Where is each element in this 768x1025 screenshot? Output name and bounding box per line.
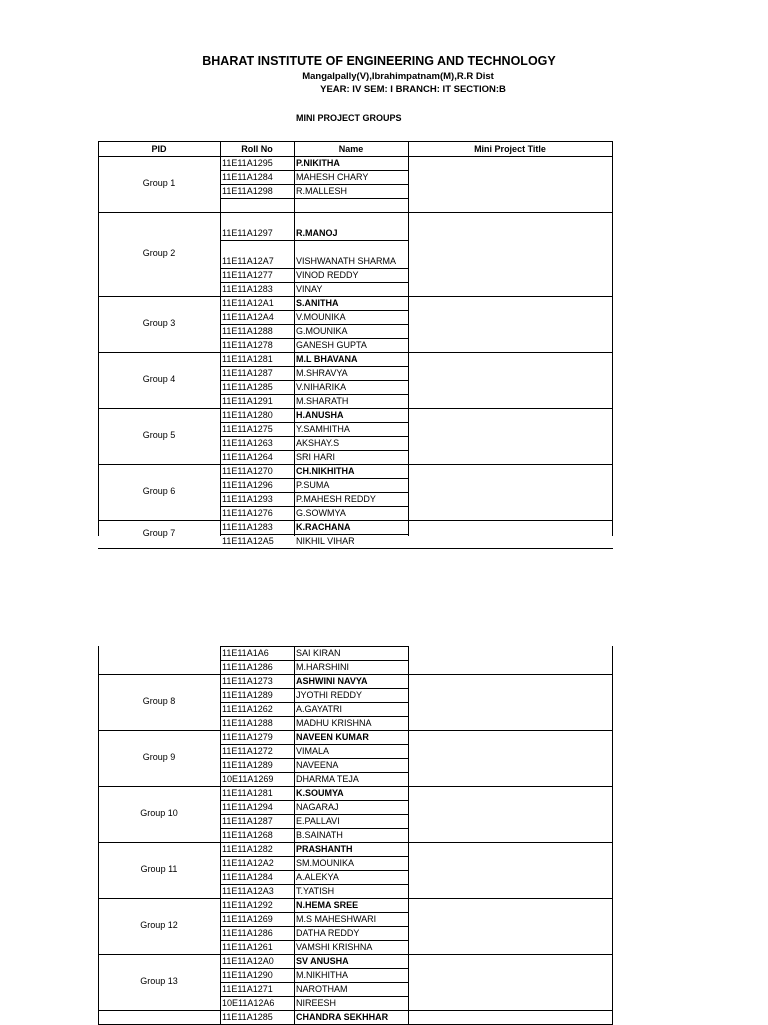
group-label: Group 12 (140, 920, 178, 930)
member-name-cell: GANESH GUPTA (296, 340, 367, 350)
roll-number-cell: 11E11A12A7 (222, 256, 274, 266)
row-rule (220, 240, 409, 241)
row-rule (220, 198, 409, 199)
group-rule (98, 842, 220, 843)
roll-number-cell: 11E11A1289 (222, 760, 273, 770)
group-rule (98, 730, 220, 731)
roll-number-cell: 11E11A1261 (222, 942, 273, 952)
group-label: Group 10 (140, 808, 178, 818)
roll-number-cell: 11E11A1291 (222, 396, 273, 406)
member-name-cell: G.MOUNIKA (296, 326, 348, 336)
column-rule (294, 141, 295, 536)
column-rule (408, 646, 409, 1024)
group-rule (408, 730, 613, 731)
member-name-cell: P.MAHESH REDDY (296, 494, 376, 504)
group-rule (408, 954, 613, 955)
member-name-cell: M.HARSHINI (296, 662, 350, 672)
roll-number-cell: 11E11A1289 (222, 690, 273, 700)
group-label: Group 3 (142, 318, 176, 328)
group-rule (98, 786, 220, 787)
roll-number-cell: 11E11A1286 (222, 662, 273, 672)
roll-number-cell: 11E11A1283 (222, 522, 273, 532)
institute-name: BHARAT INSTITUTE OF ENGINEERING AND TECHNOLOGY (202, 54, 556, 68)
group-rule (408, 464, 613, 465)
roll-number-cell: 11E11A1285 (222, 382, 273, 392)
roll-number-cell: 11E11A1A6 (222, 648, 269, 658)
group-label: Group 1 (142, 178, 176, 188)
group-lead-name-cell: M.L BHAVANA (296, 354, 358, 364)
roll-number-cell: 11E11A1288 (222, 326, 273, 336)
column-rule (294, 646, 295, 1024)
member-name-cell: G.SOWMYA (296, 508, 346, 518)
group-lead-name-cell: P.NIKITHA (296, 158, 340, 168)
row-rule (220, 548, 409, 549)
group-lead-name-cell: K.SOUMYA (296, 788, 344, 798)
roll-number-cell: 11E11A12A5 (222, 536, 274, 546)
roll-number-cell: 11E11A1276 (222, 508, 273, 518)
member-name-cell: MADHU KRISHNA (296, 718, 372, 728)
member-name-cell: DHARMA TEJA (296, 774, 359, 784)
group-rule (98, 212, 220, 213)
roll-number-cell: 11E11A1263 (222, 438, 273, 448)
roll-number-cell: 11E11A1290 (222, 970, 273, 980)
roll-number-cell: 11E11A1287 (222, 816, 273, 826)
roll-number-cell: 11E11A1269 (222, 914, 273, 924)
member-name-cell: NIREESH (296, 998, 337, 1008)
group-lead-name-cell: SV ANUSHA (296, 956, 349, 966)
group-rule (408, 898, 613, 899)
row-rule (220, 212, 409, 213)
group-rule (98, 408, 220, 409)
roll-number-cell: 11E11A1297 (222, 228, 273, 238)
group-rule (98, 548, 220, 549)
group-rule (98, 464, 220, 465)
name-column-header: Name (338, 144, 364, 154)
member-name-cell: VINAY (296, 284, 323, 294)
column-rule (98, 141, 99, 536)
group-lead-name-cell: CH.NIKHITHA (296, 466, 355, 476)
group-rule (408, 674, 613, 675)
roll-number-cell: 11E11A1271 (222, 984, 273, 994)
roll-number-cell: 11E11A1285 (222, 1012, 273, 1022)
group-rule (408, 1010, 613, 1011)
group-label: Group 8 (142, 696, 176, 706)
member-name-cell: MAHESH CHARY (296, 172, 369, 182)
roll-number-cell: 11E11A12A1 (222, 298, 274, 308)
roll-number-cell: 11E11A1298 (222, 186, 273, 196)
group-rule (408, 520, 613, 521)
member-name-cell: DATHA REDDY (296, 928, 360, 938)
roll-number-cell: 11E11A12A3 (222, 886, 274, 896)
group-rule (408, 212, 613, 213)
group-rule (408, 548, 613, 549)
column-rule (98, 646, 99, 1024)
group-lead-name-cell: NAVEEN KUMAR (296, 732, 369, 742)
group-rule (98, 352, 220, 353)
section-title: MINI PROJECT GROUPS (296, 113, 402, 123)
group-label: Group 2 (142, 248, 176, 258)
group-lead-name-cell: ASHWINI NAVYA (296, 676, 368, 686)
column-rule (408, 141, 409, 536)
roll-number-cell: 11E11A1273 (222, 676, 273, 686)
column-rule (220, 646, 221, 1024)
member-name-cell: Y.SAMHITHA (296, 424, 350, 434)
group-lead-name-cell: R.MANOJ (296, 228, 338, 238)
roll-number-cell: 11E11A1270 (222, 466, 273, 476)
member-name-cell: VISHWANATH SHARMA (296, 256, 397, 266)
member-name-cell: SRI HARI (296, 452, 336, 462)
column-rule (220, 141, 221, 536)
group-label: Group 6 (142, 486, 176, 496)
institute-address: Mangalpally(V),Ibrahimpatnam(M),R.R Dist (302, 71, 494, 82)
member-name-cell: AKSHAY.S (296, 438, 340, 448)
roll-number-cell: 11E11A1292 (222, 900, 273, 910)
roll-number-cell: 11E11A1278 (222, 340, 273, 350)
group-lead-name-cell: N.HEMA SREE (296, 900, 359, 910)
group-rule (408, 352, 613, 353)
group-rule (98, 520, 220, 521)
member-name-cell: NAGARAJ (296, 802, 339, 812)
roll-number-cell: 11E11A1294 (222, 802, 273, 812)
project-title-column-header: Mini Project Title (474, 144, 546, 154)
roll-number-cell: 11E11A1293 (222, 494, 273, 504)
member-name-cell: M.NIKHITHA (296, 970, 349, 980)
column-rule (612, 141, 613, 536)
group-rule (98, 296, 220, 297)
roll-number-cell: 11E11A1264 (222, 452, 273, 462)
roll-number-cell: 11E11A1288 (222, 718, 273, 728)
pid-column-header: PID (151, 144, 167, 154)
group-rule (408, 296, 613, 297)
roll-number-cell: 11E11A12A4 (222, 312, 274, 322)
member-name-cell: T.YATISH (296, 886, 335, 896)
member-name-cell: VAMSHI KRISHNA (296, 942, 373, 952)
roll-number-cell: 10E11A12A6 (222, 998, 275, 1008)
roll-number-cell: 11E11A1284 (222, 872, 273, 882)
member-name-cell: E.PALLAVI (296, 816, 340, 826)
member-name-cell: B.SAINATH (296, 830, 343, 840)
roll-number-cell: 11E11A1275 (222, 424, 273, 434)
roll-number-cell: 11E11A1295 (222, 158, 273, 168)
group-rule (408, 842, 613, 843)
member-name-cell: SM.MOUNIKA (296, 858, 355, 868)
roll-number-cell: 11E11A12A2 (222, 858, 274, 868)
roll-number-cell: 11E11A1272 (222, 746, 273, 756)
roll-number-cell: 11E11A1287 (222, 368, 273, 378)
member-name-cell: VINOD REDDY (296, 270, 359, 280)
member-name-cell: VIMALA (296, 746, 330, 756)
group-label: Group 13 (140, 976, 178, 986)
group-lead-name-cell: S.ANITHA (296, 298, 339, 308)
group-label: Group 4 (142, 374, 176, 384)
member-name-cell: M.S MAHESHWARI (296, 914, 377, 924)
roll-number-cell: 11E11A1268 (222, 830, 273, 840)
roll-number-cell: 11E11A1277 (222, 270, 273, 280)
roll-number-cell: 11E11A1286 (222, 928, 273, 938)
member-name-cell: A.GAYATRI (296, 704, 343, 714)
group-label: Group 5 (142, 430, 176, 440)
roll-number-cell: 11E11A1281 (222, 354, 273, 364)
roll-number-cell: 11E11A1282 (222, 844, 273, 854)
roll-number-cell: 10E11A1269 (222, 774, 274, 784)
member-name-cell: JYOTHI REDDY (296, 690, 363, 700)
group-rule (98, 898, 220, 899)
class-details: YEAR: IV SEM: I BRANCH: IT SECTION:B (320, 84, 506, 95)
member-name-cell: V.MOUNIKA (296, 312, 346, 322)
group-rule (98, 674, 220, 675)
column-rule (612, 646, 613, 1024)
group-label: Group 7 (142, 528, 176, 538)
roll-number-cell: 11E11A12A0 (222, 956, 274, 966)
member-name-cell: NAROTHAM (296, 984, 348, 994)
roll-no-column-header: Roll No (241, 144, 273, 154)
roll-number-cell: 11E11A1280 (222, 410, 273, 420)
group-lead-name-cell: PRASHANTH (296, 844, 353, 854)
group-rule (408, 786, 613, 787)
roll-number-cell: 11E11A1281 (222, 788, 273, 798)
group-rule (98, 954, 220, 955)
member-name-cell: P.SUMA (296, 480, 330, 490)
group-lead-name-cell: H.ANUSHA (296, 410, 344, 420)
roll-number-cell: 11E11A1279 (222, 732, 273, 742)
member-name-cell: A.ALEKYA (296, 872, 339, 882)
roll-number-cell: 11E11A1283 (222, 284, 273, 294)
group-label: Group 11 (140, 864, 178, 874)
member-name-cell: M.SHRAVYA (296, 368, 348, 378)
member-name-cell: V.NIHARIKA (296, 382, 347, 392)
roll-number-cell: 11E11A1284 (222, 172, 273, 182)
group-lead-name-cell: K.RACHANA (296, 522, 351, 532)
member-name-cell: NAVEENA (296, 760, 339, 770)
member-name-cell: M.SHARATH (296, 396, 349, 406)
group-rule (408, 408, 613, 409)
group-lead-name-cell: CHANDRA SEKHHAR (296, 1012, 389, 1022)
roll-number-cell: 11E11A1262 (222, 704, 273, 714)
group-rule (98, 1010, 220, 1011)
member-name-cell: R.MALLESH (296, 186, 348, 196)
member-name-cell: NIKHIL VIHAR (296, 536, 355, 546)
member-name-cell: SAI KIRAN (296, 648, 341, 658)
group-label: Group 9 (142, 752, 176, 762)
roll-number-cell: 11E11A1296 (222, 480, 273, 490)
